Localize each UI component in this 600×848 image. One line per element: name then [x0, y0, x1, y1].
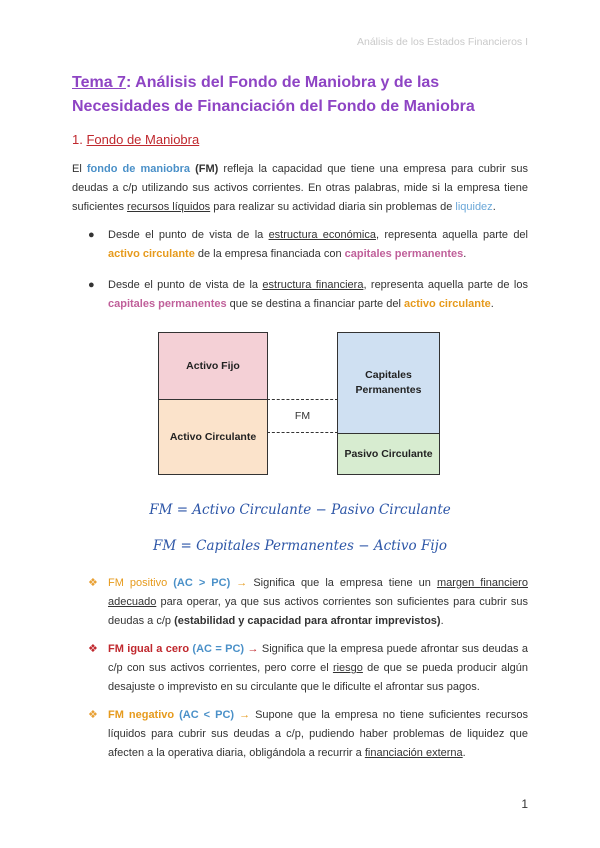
intro-text: para realizar su actividad diaria sin problemas de [210, 201, 456, 213]
arrow-icon: → [244, 643, 262, 655]
case-condition: (AC = PC) [189, 643, 245, 655]
section-number: 1. [72, 132, 87, 147]
case-label: FM positivo [108, 577, 168, 589]
case-text: de que se pueda producir algún desajuste o imprevisto en su circulante que le dificulte el afrontar sus pagos. [108, 662, 528, 693]
box-pasivo-circulante [337, 433, 440, 475]
case-label: FM negativo [108, 709, 175, 721]
case-condition: (AC < PC) [174, 709, 235, 721]
arrow-icon: → [234, 709, 256, 721]
term-activo-circulante: activo circulante [108, 248, 195, 260]
term-capitales-permanentes: capitales permanentes [344, 248, 464, 260]
item-text: . [463, 248, 467, 260]
bullet-dot-icon: ● [88, 229, 95, 241]
title-text: : Análisis del Fondo de Maniobra y de las Necesidades de Financiación del Fondo de Maniobra [72, 74, 475, 115]
case-text: Supone que la empresa no tiene suficientes recursos líquidos para cubrir sus deudas a c/p, pudiendo haber problemas de liquidez que afecten a la operativa diaria, obligándola a recurrir a [108, 709, 528, 759]
box-label: Activo Circulante [169, 430, 257, 443]
case-text: Significa que la empresa tiene un [253, 577, 437, 589]
case-condition: (AC > PC) [167, 577, 231, 589]
box-activo-fijo [158, 332, 268, 400]
definition-list [88, 226, 528, 326]
term-liquidez: liquidez [455, 201, 493, 213]
intro-text: El [72, 163, 87, 175]
box-label: Pasivo Circulante [344, 447, 433, 460]
case-fm-positivo [88, 574, 528, 631]
fm-label: FM [294, 410, 311, 422]
diamond-icon: ❖ [88, 709, 98, 721]
fm-cases-list [88, 574, 528, 772]
intro-paragraph [72, 160, 528, 217]
page-title [72, 71, 532, 119]
section-label: Fondo de Maniobra [86, 132, 200, 147]
term-financiacion-externa: financiación externa [364, 747, 463, 759]
item-text: que se destina a financiar parte del [226, 298, 404, 310]
box-label: Activo Fijo [186, 359, 240, 372]
equation-1: FM = Activo Circulante − Pasivo Circulante [149, 502, 451, 518]
topic-number: Tema 7 [72, 74, 126, 91]
section-heading [72, 132, 199, 147]
item-text: de la empresa financiada con [194, 248, 345, 260]
term-activo-circulante: activo circulante [403, 298, 491, 310]
term-riesgo: riesgo [332, 662, 363, 674]
item-text: , representa aquella parte del [375, 229, 528, 241]
item-text: . [490, 298, 494, 310]
case-text: . [440, 615, 444, 627]
term-capitales-permanentes: capitales permanentes [108, 298, 227, 310]
term-estructura-economica: estructura económica [268, 229, 376, 241]
diamond-icon: ❖ [88, 577, 98, 589]
term-recursos-liquidos: recursos líquidos [127, 201, 211, 213]
intro-text: . [492, 201, 496, 213]
term-estructura-financiera: estructura financiera [262, 279, 364, 291]
running-header: Análisis de los Estados Financieros I [357, 36, 528, 48]
box-capitales-permanentes [337, 332, 440, 434]
box-activo-circulante [158, 399, 268, 475]
diamond-icon: ❖ [88, 643, 98, 655]
equation-2: FM = Capitales Permanentes − Activo Fijo [153, 538, 447, 554]
case-bold-note: (estabilidad y capacidad para afrontar imprevistos) [174, 615, 441, 627]
case-text: . [462, 747, 466, 759]
page-number: 1 [521, 797, 528, 811]
item-text: Desde el punto de vista de la [108, 279, 263, 291]
item-text: Desde el punto de vista de la [108, 229, 269, 241]
case-label: FM igual a cero [108, 643, 190, 655]
term-margen-financiero: margen financiero adecuado [108, 577, 528, 608]
term-fondo-de-maniobra: fondo de maniobra [86, 163, 190, 175]
case-fm-cero [88, 640, 528, 697]
list-item [88, 226, 528, 264]
box-label: Capitales Permanentes [355, 369, 422, 396]
case-text: Significa que la empresa puede afrontar sus deudas a c/p con sus activos corrientes, pero corre el [108, 643, 529, 674]
case-text: para operar, ya que sus activos corrientes son suficientes para cubrir sus deudas a c/p [108, 596, 528, 627]
abbr-fm: (FM) [189, 163, 219, 175]
arrow-icon: → [230, 577, 254, 589]
item-text: , representa aquella parte de los [363, 279, 528, 291]
list-item [88, 276, 528, 314]
case-fm-negativo [88, 706, 528, 763]
bullet-dot-icon: ● [88, 279, 95, 291]
intro-text: refleja la capacidad que tiene una empresa para cubrir sus deudas a c/p utilizando sus activos corrientes. En otras palabras, mide si la empresa tiene suficientes [72, 163, 528, 213]
